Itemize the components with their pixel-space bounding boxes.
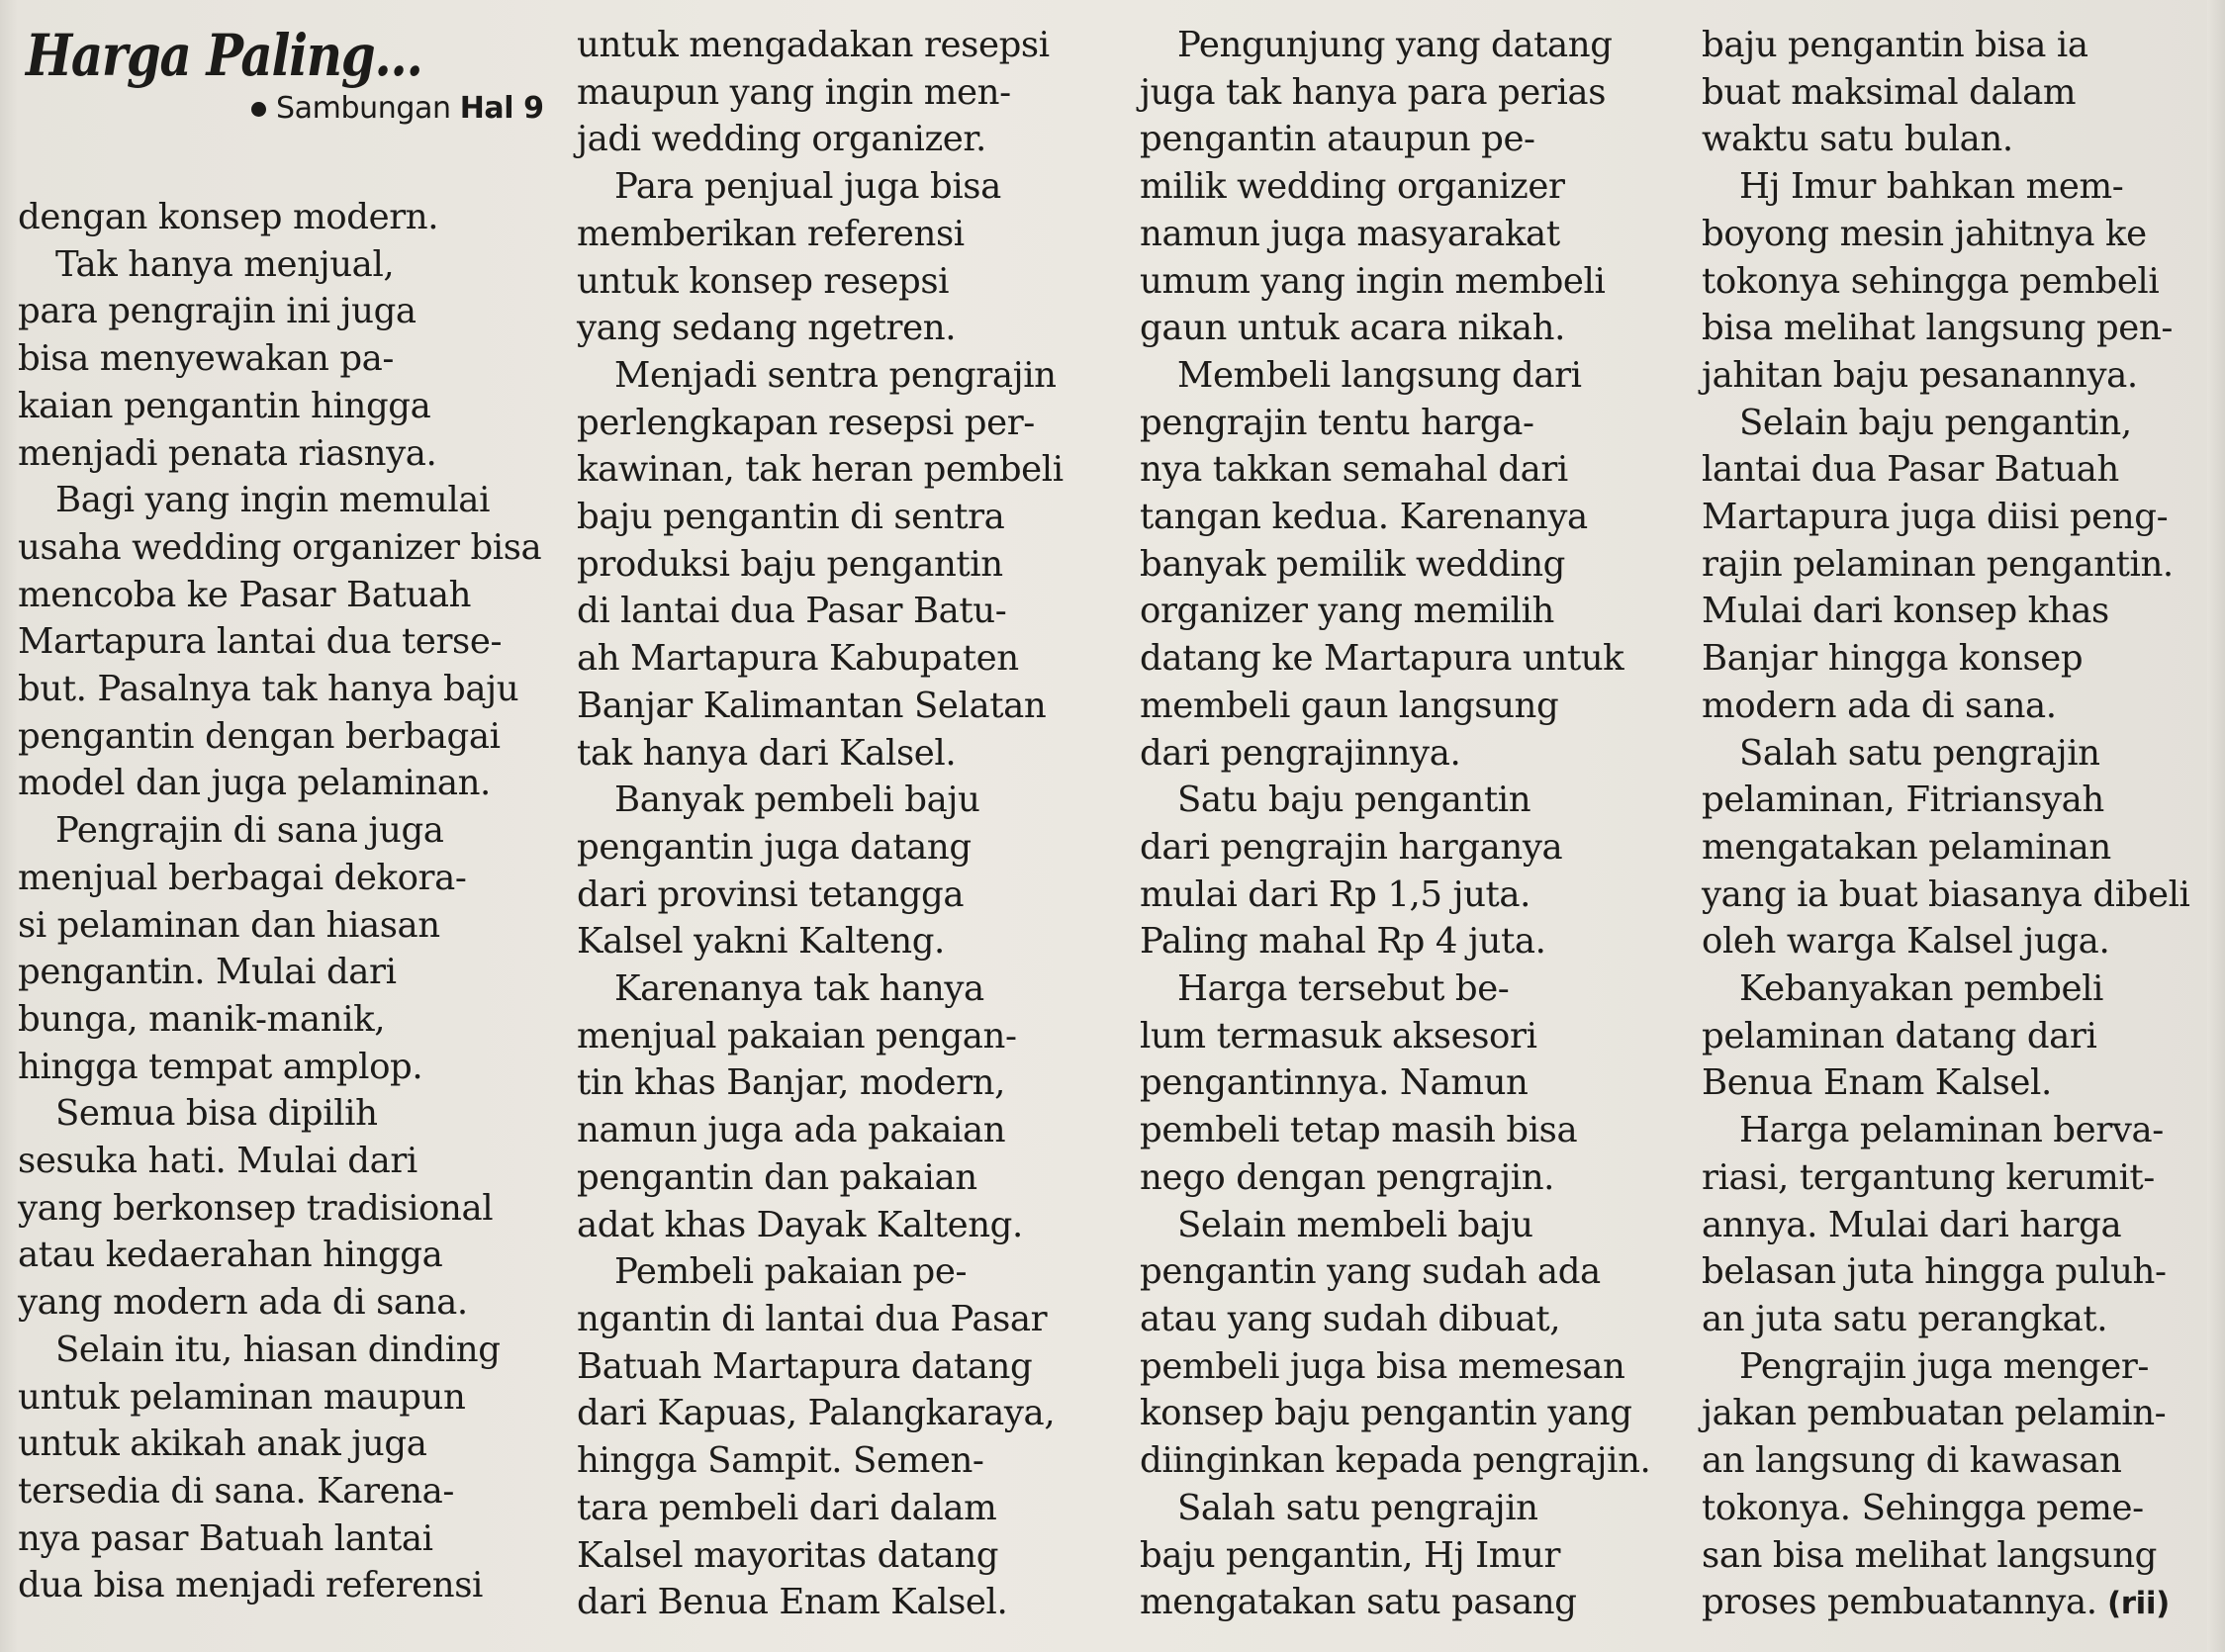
text-line: banyak pemilik wedding	[1140, 543, 1566, 585]
text-line: Martapura lantai dua terse-	[18, 621, 503, 663]
text-line: modern ada di sana.	[1702, 685, 2057, 726]
text-line: Banjar Kalimantan Selatan	[577, 685, 1047, 726]
article-column-2	[577, 22, 1116, 1626]
text-line: si pelaminan dan hiasan	[18, 904, 440, 946]
text-line: dari pengrajin harganya	[1140, 826, 1563, 868]
column-4-text	[1702, 22, 2225, 1628]
text-line: baju pengantin bisa ia	[1702, 25, 2088, 65]
article-column-3	[1140, 22, 1679, 1626]
text-line: Selain itu, hiasan dinding	[55, 1329, 501, 1370]
text-line: datang ke Martapura untuk	[1140, 638, 1624, 680]
text-line: Harga tersebut be-	[1177, 968, 1510, 1010]
text-line: pembeli juga bisa memesan	[1140, 1345, 1625, 1387]
text-line: dengan konsep modern.	[18, 197, 439, 237]
text-line: pengantinnya. Namun	[1140, 1062, 1529, 1104]
text-line: dari Kapuas, Palangkaraya,	[577, 1393, 1056, 1434]
text-line: konsep baju pengantin yang	[1140, 1393, 1632, 1434]
text-line: para pengrajin ini juga	[18, 291, 417, 332]
text-line: menjual pakaian pengan-	[577, 1015, 1017, 1056]
continuation-page: Hal 9	[459, 91, 544, 126]
text-line: Pengrajin di sana juga	[55, 810, 444, 852]
text-line: belasan juta hingga puluh-	[1702, 1251, 2167, 1293]
text-line: yang sedang ngetren.	[577, 308, 957, 349]
text-line: Membeli langsung dari	[1177, 354, 1582, 396]
text-line: Satu baju pengantin	[1177, 780, 1531, 821]
text-line: riasi, tergantung kerumit-	[1702, 1156, 2155, 1198]
text-line: Paling mahal Rp 4 juta.	[1140, 921, 1546, 963]
text-line: tara pembeli dari dalam	[577, 1487, 997, 1528]
text-line: Martapura juga diisi peng-	[1702, 497, 2169, 538]
text-line: Kalsel mayoritas datang	[577, 1534, 999, 1576]
text-line: atau kedaerahan hingga	[18, 1235, 443, 1276]
text-line: tin khas Banjar, modern,	[577, 1062, 1006, 1104]
text-line: Banjar hingga konsep	[1702, 638, 2084, 680]
text-line: Pengunjung yang datang	[1177, 25, 1613, 65]
text-line: waktu satu bulan.	[1702, 119, 2013, 160]
text-line: Batuah Martapura datang	[577, 1345, 1033, 1387]
text-line: dari provinsi tetangga	[577, 873, 965, 915]
text-line: nya pasar Batuah lantai	[18, 1517, 433, 1559]
text-line: ngantin di lantai dua Pasar	[577, 1298, 1048, 1339]
text-line: membeli gaun langsung	[1140, 685, 1559, 726]
text-line: usaha wedding organizer bisa	[18, 526, 542, 568]
text-line: model dan juga pelaminan.	[18, 763, 491, 804]
text-line: mengatakan satu pasang	[1140, 1582, 1577, 1623]
text-line: Banyak pembeli baju	[614, 780, 980, 821]
text-line: mulai dari Rp 1,5 juta.	[1140, 873, 1531, 915]
text-line: baju pengantin di sentra	[577, 497, 1005, 538]
text-line: proses pembuatannya. (rii)	[1702, 1582, 2170, 1623]
text-line: tangan kedua. Karenanya	[1140, 497, 1588, 538]
text-line: pelaminan, Fitriansyah	[1702, 780, 2104, 821]
text-line: buat maksimal dalam	[1702, 71, 2077, 113]
text-line: tersedia di sana. Karena-	[18, 1470, 455, 1512]
text-line: untuk mengadakan resepsi	[577, 25, 1050, 65]
text-line: Selain baju pengantin,	[1739, 402, 2132, 443]
article-column-1	[18, 22, 557, 1609]
text-line: bisa menyewakan pa-	[18, 338, 395, 380]
text-line: yang ia buat biasanya dibeli	[1702, 873, 2190, 915]
text-line: Kebanyakan pembeli	[1739, 968, 2104, 1010]
text-line: jakan pembuatan pelamin-	[1702, 1393, 2167, 1434]
text-line: tak hanya dari Kalsel.	[577, 732, 957, 774]
text-line: milik wedding organizer	[1140, 166, 1565, 208]
text-line: sesuka hati. Mulai dari	[18, 1141, 417, 1182]
text-line: di lantai dua Pasar Batu-	[577, 591, 1007, 632]
text-line: pengantin dan pakaian	[577, 1156, 977, 1198]
page-edge-left	[0, 0, 18, 1652]
text-line: hingga Sampit. Semen-	[577, 1440, 984, 1482]
article-column-4	[1702, 22, 2225, 1628]
column-1-text	[18, 194, 557, 1609]
text-line: untuk konsep resepsi	[577, 260, 950, 302]
text-line: umum yang ingin membeli	[1140, 260, 1606, 302]
text-line: atau yang sudah dibuat,	[1140, 1298, 1561, 1339]
text-line: dari Benua Enam Kalsel.	[577, 1582, 1008, 1623]
text-line: namun juga ada pakaian	[577, 1110, 1006, 1151]
text-line: memberikan referensi	[577, 213, 965, 254]
text-line: Bagi yang ingin memulai	[55, 480, 491, 521]
text-line: produksi baju pengantin	[577, 543, 1003, 585]
text-line: jadi wedding organizer.	[577, 119, 986, 160]
text-line: Pembeli pakaian pe-	[614, 1251, 968, 1293]
text-line: pengantin juga datang	[577, 826, 972, 868]
text-line: boyong mesin jahitnya ke	[1702, 213, 2147, 254]
column-3-text	[1140, 22, 1679, 1626]
text-line: untuk pelaminan maupun	[18, 1376, 466, 1418]
text-line: Para penjual juga bisa	[614, 166, 1001, 208]
text-line: lantai dua Pasar Batuah	[1702, 449, 2119, 491]
text-line: organizer yang memilih	[1140, 591, 1554, 632]
text-line: an langsung di kawasan	[1702, 1440, 2122, 1482]
continuation-note	[251, 89, 557, 129]
text-line: kaian pengantin hingga	[18, 385, 431, 426]
text-line: lum termasuk aksesori	[1140, 1015, 1537, 1056]
text-line: pelaminan datang dari	[1702, 1015, 2097, 1056]
text-line: but. Pasalnya tak hanya baju	[18, 669, 519, 710]
text-line: diinginkan kepada pengrajin.	[1140, 1440, 1651, 1482]
text-line: pengantin ataupun pe-	[1140, 119, 1535, 160]
author-byline: (rii)	[2096, 1586, 2170, 1622]
text-line: Tak hanya menjual,	[55, 243, 395, 285]
text-line: nya takkan semahal dari	[1140, 449, 1568, 491]
article-headline: Harga Paling...	[26, 22, 422, 89]
text-line: untuk akikah anak juga	[18, 1423, 427, 1465]
text-line: menjadi penata riasnya.	[18, 432, 437, 474]
text-line: pengrajin tentu harga-	[1140, 402, 1534, 443]
text-line: Salah satu pengrajin	[1177, 1487, 1538, 1528]
text-line: mengatakan pelaminan	[1702, 826, 2111, 868]
text-line: pengantin. Mulai dari	[18, 952, 397, 993]
text-line: dari pengrajinnya.	[1140, 732, 1461, 774]
text-line: Hj Imur bahkan mem-	[1739, 166, 2124, 208]
text-line: mencoba ke Pasar Batuah	[18, 574, 472, 615]
text-line: Semua bisa dipilih	[55, 1093, 378, 1135]
text-line: gaun untuk acara nikah.	[1140, 308, 1566, 349]
continuation-label: Sambungan	[276, 91, 451, 126]
text-line: tokonya sehingga pembeli	[1702, 260, 2160, 302]
text-line: oleh warga Kalsel juga.	[1702, 921, 2110, 963]
text-line: Harga pelaminan berva-	[1739, 1110, 2164, 1151]
text-line: yang modern ada di sana.	[18, 1282, 468, 1324]
text-line: rajin pelaminan pengantin.	[1702, 543, 2174, 585]
text-line: Pengrajin juga menger-	[1739, 1345, 2150, 1387]
text-line: pengantin yang sudah ada	[1140, 1251, 1601, 1293]
text-line: bisa melihat langsung pen-	[1702, 308, 2173, 349]
text-line: dua bisa menjadi referensi	[18, 1565, 483, 1606]
text-line: Benua Enam Kalsel.	[1702, 1062, 2052, 1104]
text-line: perlengkapan resepsi per-	[577, 402, 1035, 443]
text-line: ah Martapura Kabupaten	[577, 638, 1019, 680]
text-line: nego dengan pengrajin.	[1140, 1156, 1555, 1198]
text-line: bunga, manik-manik,	[18, 998, 386, 1040]
column-2-text	[577, 22, 1116, 1626]
text-line: Mulai dari konsep khas	[1702, 591, 2109, 632]
text-line: adat khas Dayak Kalteng.	[577, 1204, 1023, 1245]
text-line: yang berkonsep tradisional	[18, 1187, 494, 1229]
text-line: Karenanya tak hanya	[614, 968, 984, 1010]
text-line: menjual berbagai dekora-	[18, 857, 467, 898]
text-line: pembeli tetap masih bisa	[1140, 1110, 1578, 1151]
text-line: namun juga masyarakat	[1140, 213, 1560, 254]
text-line: Menjadi sentra pengrajin	[614, 354, 1057, 396]
text-line: maupun yang ingin men-	[577, 71, 1011, 113]
text-line: san bisa melihat langsung	[1702, 1534, 2158, 1576]
text-line: jahitan baju pesanannya.	[1702, 354, 2138, 396]
text-line: annya. Mulai dari harga	[1702, 1204, 2122, 1245]
bullet-dot-icon	[251, 102, 266, 117]
text-line: baju pengantin, Hj Imur	[1140, 1534, 1561, 1576]
text-line: Salah satu pengrajin	[1739, 732, 2100, 774]
text-line: juga tak hanya para perias	[1140, 71, 1607, 113]
text-line: tokonya. Sehingga peme-	[1702, 1487, 2144, 1528]
text-line: kawinan, tak heran pembeli	[577, 449, 1064, 491]
text-line: Selain membeli baju	[1177, 1204, 1533, 1245]
text-line: Kalsel yakni Kalteng.	[577, 921, 945, 963]
text-line: pengantin dengan berbagai	[18, 715, 501, 757]
text-line: an juta satu perangkat.	[1702, 1298, 2108, 1339]
text-line: hingga tempat amplop.	[18, 1046, 423, 1087]
